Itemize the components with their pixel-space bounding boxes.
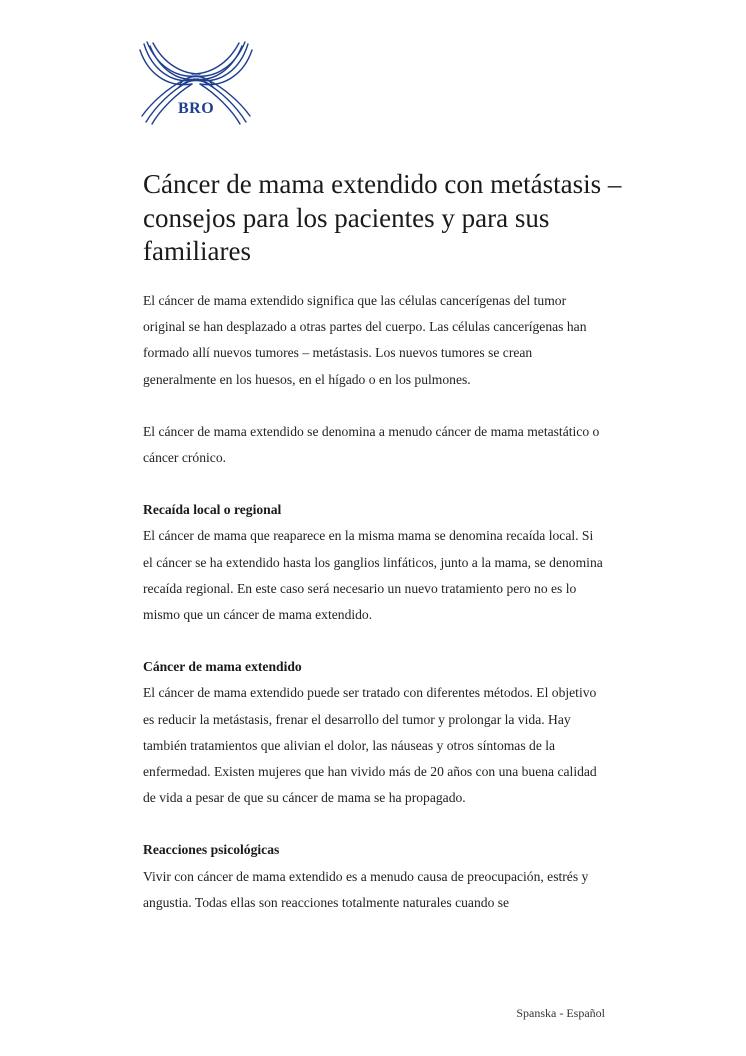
section-heading-extendido: Cáncer de mama extendido xyxy=(143,659,302,675)
document-body xyxy=(143,288,603,916)
section-heading-recaida: Recaída local o regional xyxy=(143,502,282,518)
section-body-extendido: El cáncer de mama extendido puede ser tratado con diferentes métodos. El objetivo es reducir la metástasis, frenar el desarrollo del tumor y prolongar la vida. Hay también tratamientos que alivian el dolor, las náuseas y otros síntomas de la enfermedad. Existen mujeres que han vivido más de 20 años con una buena calidad de vida a pesar de que su cáncer de mama se ha propagado. xyxy=(143,685,597,806)
section-heading-reacciones: Reacciones psicológicas xyxy=(143,842,280,858)
footer-language: Spanska - Español xyxy=(516,1006,605,1020)
intro-paragraph-2: El cáncer de mama extendido se denomina a menudo cáncer de mama metastático o cáncer crónico. xyxy=(143,423,600,466)
section-body-reacciones: Vivir con cáncer de mama extendido es a menudo causa de preocupación, estrés y angustia. Todas ellas son reacciones totalmente naturales cuando se xyxy=(143,868,589,910)
intro-paragraph-1: El cáncer de mama extendido significa que las células cancerígenas del tumor original se han desplazado a otras partes del cuerpo. Las células cancerígenas han formado allí nuevos tumores – metástasis. Los nuevos tumores se crean generalmente en los huesos, en el hígado o en los pulmones. xyxy=(143,293,587,387)
bro-logo xyxy=(138,40,254,126)
section-body-recaida: El cáncer de mama que reaparece en la misma mama se denomina recaída local. Si el cáncer se ha extendido hasta los ganglios linfáticos, junto a la mama, se denomina recaída regional. En este caso será necesario un nuevo tratamiento pero no es lo mismo que un cáncer de mama extendido. xyxy=(143,528,603,623)
logo-text: BRO xyxy=(178,100,215,117)
page-title: Cáncer de mama extendido con metástasis – consejos para los pacientes y para sus familiares xyxy=(143,169,622,266)
